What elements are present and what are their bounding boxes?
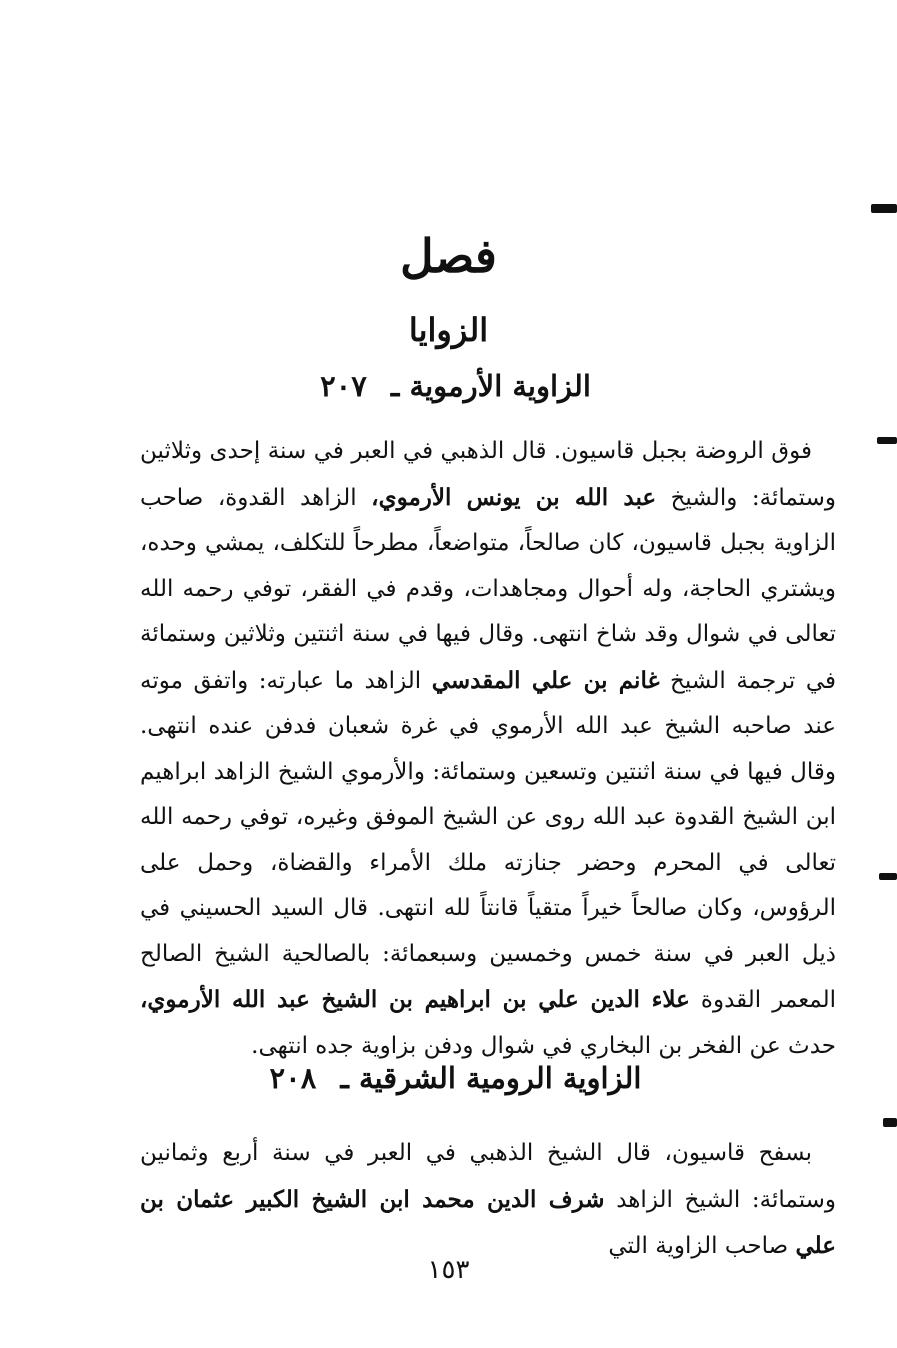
scan-edge-mark <box>877 437 897 444</box>
body-text: بسفح قاسيون، قال الشيخ الذهبي في العبر في سنة أربع وثمانين وستمائة: الشيخ الزاهد <box>140 1140 837 1213</box>
body-text: الزاهد القدوة، صاحب الزاوية بجبل قاسيون، كان صالحاً، متواضعاً، مطرحاً للتكلف، يمشي وحده، ويشتري الحاجة، وله أحوال ومجاهدات، وقدم في الفقر، توفي رحمه الله تعالى في شوال وقد شاخ انتهى. وقال فيها في سنة اثنتين وثلاثين وستمائة في ترجمة الشيخ <box>140 484 836 694</box>
person-name: غانم بن علي المقدسي <box>431 666 660 694</box>
body-text: حدث عن الفخر بن البخاري في شوال ودفن بزاوية جده انتهى. <box>251 1032 836 1059</box>
entry-dash: ـ <box>390 369 400 403</box>
entry-207-heading <box>0 364 897 408</box>
person-name: شرف الدين محمد ابن الشيخ الكبير عثمان بن علي <box>140 1185 836 1259</box>
chapter-title: فصل <box>400 229 497 283</box>
entry-207-body <box>140 429 836 1069</box>
entry-number: ٢٠٧ <box>320 369 367 403</box>
section-title: الزوايا <box>408 311 489 349</box>
entry-number: ٢٠٨ <box>269 1061 317 1095</box>
scan-edge-mark <box>883 1118 897 1127</box>
page-number: ١٥٣ <box>427 1255 470 1285</box>
body-text: صاحب الزاوية التي <box>608 1233 796 1259</box>
entry-208-body <box>140 1131 836 1270</box>
scan-edge-mark <box>871 204 897 213</box>
entry-208-heading <box>0 1056 897 1100</box>
entry-title: الزاوية الرومية الشرقية <box>359 1061 642 1095</box>
body-text: الزاهد ما عبارته: واتفق موته عند صاحبه الشيخ عبد الله الأرموي في غرة شعبان فدفن عنده انتهى. وقال فيها في سنة اثنتين وتسعين وستمائة: والأرموي الشيخ الزاهد ابراهيم ابن الشيخ القدوة عبد الله روى عن الشيخ الموفق وغيره، توفي رحمه الله تعالى في المحرم وحضر جنازته ملك الأمراء والقضاة، وحمل على الرؤوس، وكان صالحاً خيراً متقياً قانتاً لله انتهى. قال السيد الحسيني في ذيل العبر في سنة خمس وخمسين وسبعمائة: بالصالحية الشيخ الصالح المعمر القدوة <box>140 667 836 1013</box>
person-name: عبد الله بن يونس الأرموي، <box>371 483 657 511</box>
person-name: علاء الدين علي بن ابراهيم بن الشيخ عبد الله الأرموي، <box>140 986 690 1013</box>
entry-title: الزاوية الأرموية <box>409 369 591 403</box>
entry-dash: ـ <box>340 1061 349 1095</box>
scan-edge-mark <box>879 873 897 880</box>
body-text: فوق الروضة بجبل قاسيون. قال الذهبي في العبر في سنة إحدى وثلاثين وستمائة: والشيخ <box>140 438 836 511</box>
